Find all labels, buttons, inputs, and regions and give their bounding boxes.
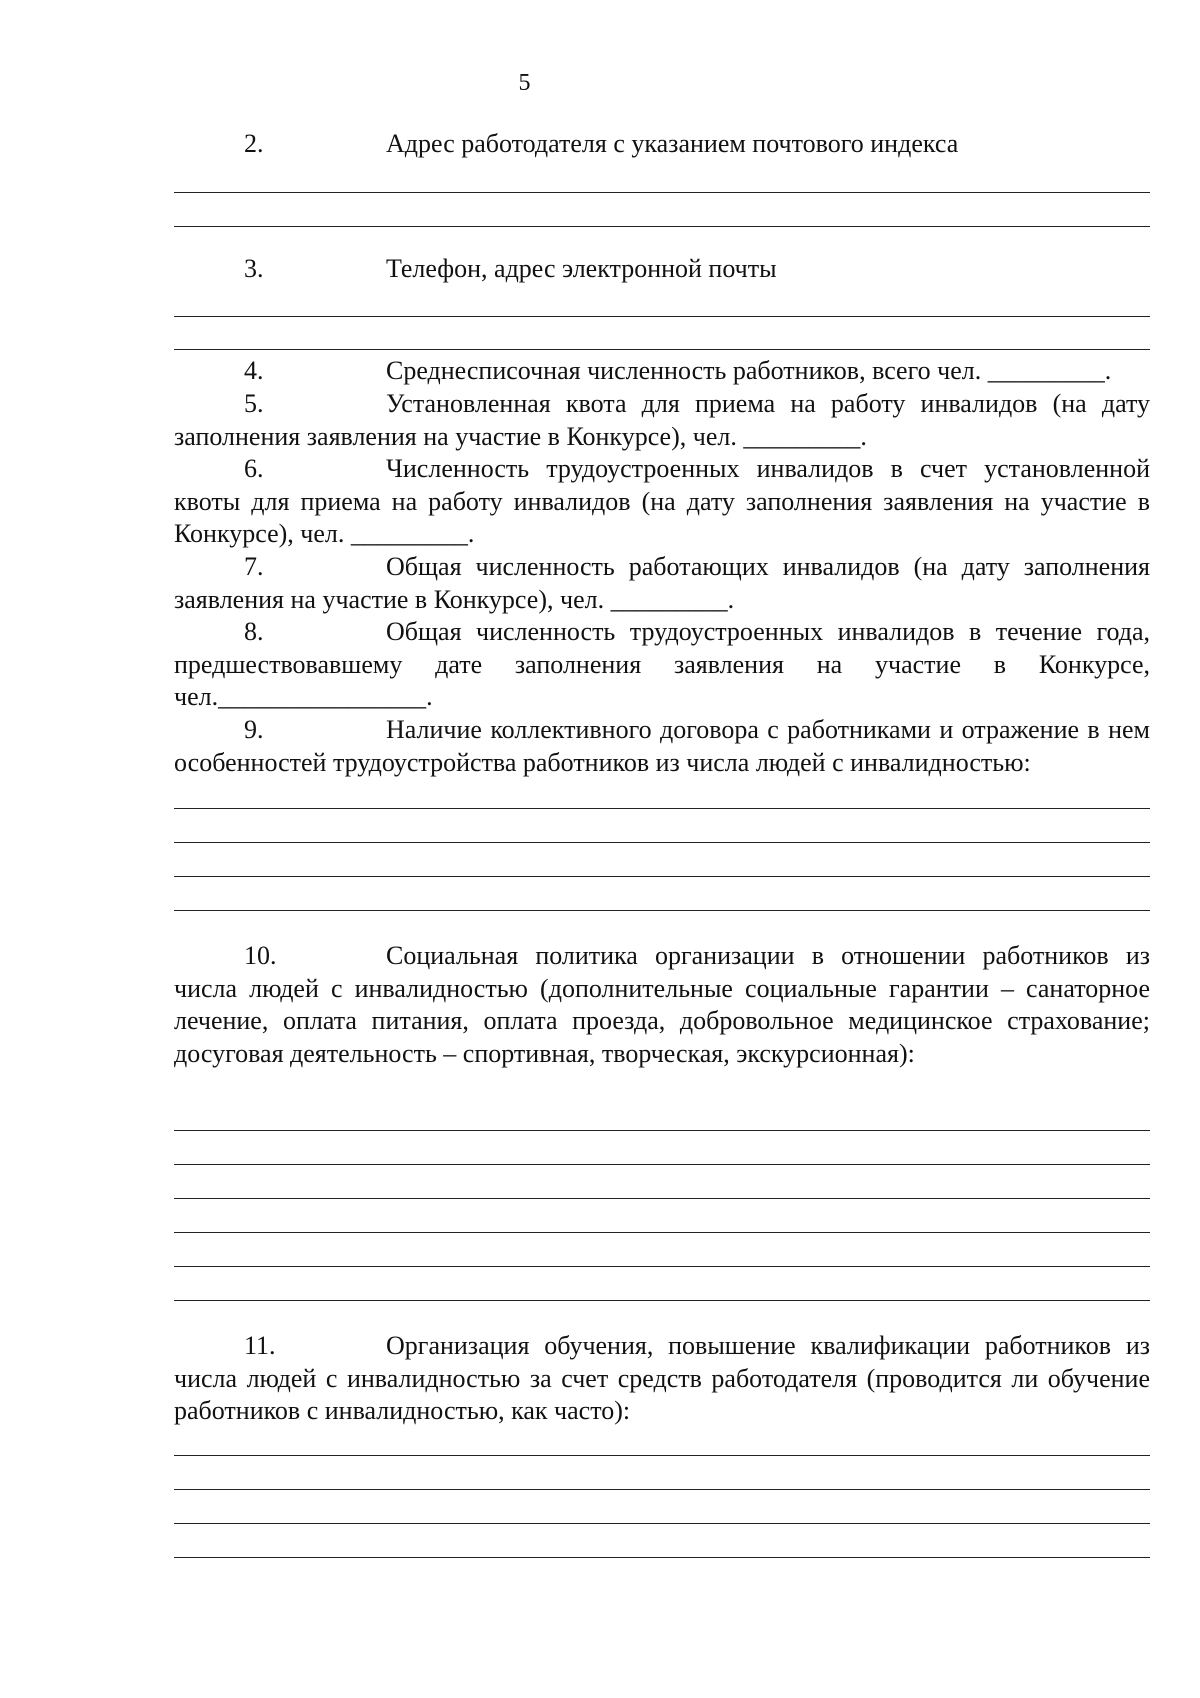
item-3 [174,253,1150,286]
blank-line[interactable] [174,1130,1150,1131]
item-number: 3. [244,254,264,283]
blank-line[interactable] [174,1232,1150,1233]
blank-line[interactable] [174,1300,1150,1301]
item-text: Наличие коллективного договора с работниками и отражение в нем особенностей трудоустройства работников из числа людей с инвалидностью: [174,715,1150,777]
item-5 [174,388,1150,453]
item-text: Общая численность работающих инвалидов (на дату заполнения заявления на участие в Конкурсе), чел. _________. [174,552,1150,614]
item-4 [174,355,1150,388]
item-number: 6. [244,454,264,483]
item-11 [174,1330,1150,1428]
item-number: 4. [244,356,264,385]
item-2 [174,128,1150,161]
item-text: Телефон, адрес электронной почты [386,254,777,283]
blank-line[interactable] [174,192,1150,193]
blank-line[interactable] [174,349,1150,350]
blank-line[interactable] [174,910,1150,911]
item-text: Установленная квота для приема на работу инвалидов (на дату заполнения заявления на участие в Конкурсе), чел. _________. [174,389,1150,451]
blank-line[interactable] [174,1266,1150,1267]
blank-line[interactable] [174,1198,1150,1199]
item-number: 2. [244,129,264,158]
blank-line[interactable] [174,1489,1150,1490]
item-text: Численность трудоустроенных инвалидов в счет установленной квоты для приема на работу инвалидов (на дату заполнения заявления на участие в Конкурсе), чел. _________. [174,454,1150,549]
item-number: 5. [244,389,264,418]
page-number: 5 [518,70,531,96]
blank-line[interactable] [174,876,1150,877]
item-text: Социальная политика организации в отношении работников из числа людей с инвалидностью (дополнительные социальные гарантии – санаторное лечение, оплата питания, оплата проезда, добровольное медицинское страхование; досуговая деятельность – спортивная, творческая, экскурсионная): [174,941,1150,1068]
blank-line[interactable] [174,226,1150,227]
item-number: 8. [244,617,264,646]
item-number: 7. [244,552,264,581]
item-8 [174,616,1150,714]
blank-line[interactable] [174,316,1150,317]
item-text: Среднесписочная численность работников, всего чел. _________. [386,356,1112,385]
item-10 [174,940,1150,1070]
blank-line[interactable] [174,808,1150,809]
blank-line[interactable] [174,842,1150,843]
item-number: 10. [244,941,277,970]
item-number: 11. [244,1331,276,1360]
item-7 [174,551,1150,616]
blank-line[interactable] [174,1455,1150,1456]
item-9 [174,714,1150,779]
item-text: Адрес работодателя с указанием почтового индекса [386,129,959,158]
blank-line[interactable] [174,1557,1150,1558]
item-number: 9. [244,715,264,744]
item-6 [174,453,1150,551]
blank-line[interactable] [174,1523,1150,1524]
item-text: Организация обучения, повышение квалификации работников из числа людей с инвалидностью за счет средств работодателя (проводится ли обучение работников с инвалидностью, как часто): [174,1331,1150,1426]
blank-line[interactable] [174,1164,1150,1165]
item-text: Общая численность трудоустроенных инвалидов в течение года, предшествовавшему дате заполнения заявления на участие в Конкурсе, чел.________________. [174,617,1150,712]
